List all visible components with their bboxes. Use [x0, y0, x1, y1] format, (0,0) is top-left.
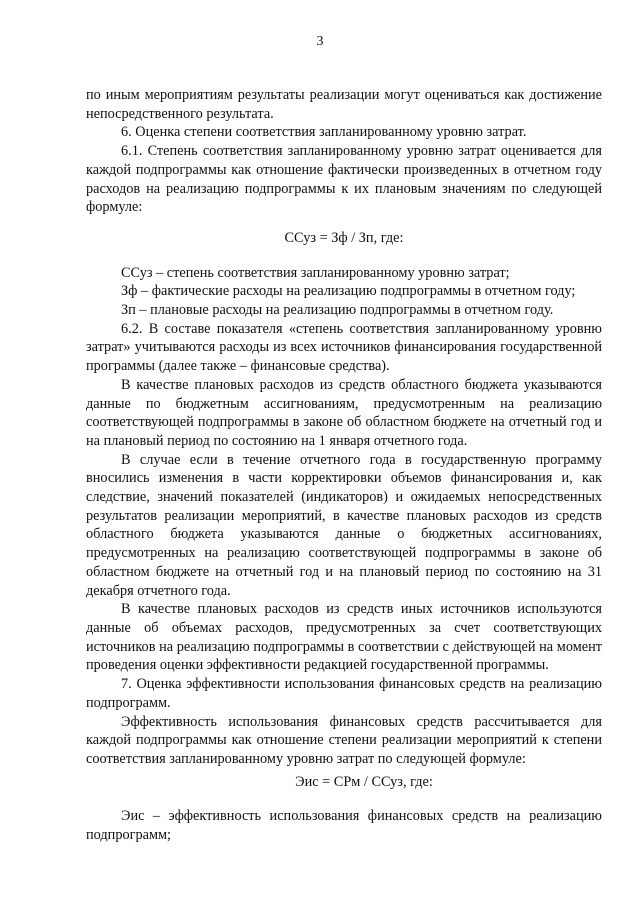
section-heading-7: 7. Оценка эффективности использования финансовых средств на реализацию подпрограмм.	[86, 676, 602, 711]
section-heading-6: 6. Оценка степени соответствия запланированному уровню затрат.	[121, 124, 527, 141]
paragraph: Эффективность использования финансовых средств рассчитывается для каждой подпрограммы как отношение степени реализации мероприятий к степени соответствия запланированному уровню затрат по следующей формуле:	[86, 713, 602, 767]
definition: ССуз – степень соответствия запланированному уровню затрат;	[121, 264, 510, 281]
document-body	[86, 86, 602, 845]
formula-eis: Эис = СРм / ССуз, где:	[295, 773, 433, 790]
paragraph: 6.1. Степень соответствия запланированному уровню затрат оценивается для каждой подпрограммы как отношение фактически произведенных в отчетном году расходов на реализацию подпрограммы к их плановым значениям по следующей формуле:	[86, 143, 602, 216]
paragraph: В случае если в течение отчетного года в государственную программу вносились изменения в части корректировки объемов финансирования и, как следствие, значений показателей (индикаторов) и ожидаемых непосредственных результатов реализации мероприятий, в качестве плановых расходов из средств областного бюджета указываются данные о бюджетных ассигнованиях, предусмотренных на реализацию соответствующей подпрограммы в законе об областном бюджете на отчетный год и на плановый период по состоянию на 31 декабря отчетного года.	[86, 451, 602, 599]
formula-ccuz: ССуз = Зф / Зп, где:	[284, 229, 404, 246]
paragraph: В качестве плановых расходов из средств областного бюджета указываются данные по бюджетным ассигнованиям, предусмотренным на реализацию соответствующей подпрограммы в законе об областном бюджете на отчетный год и на плановый период по состоянию на 1 января отчетного года.	[86, 376, 602, 449]
definition: Зф – фактические расходы на реализацию подпрограммы в отчетном году;	[121, 283, 576, 300]
paragraph: В качестве плановых расходов из средств иных источников используются данные об объемах расходов, предусмотренных за счет соответствующих источников на реализацию подпрограммы в соответствии с действующей на момент проведения оценки эффективности редакцией государственной программы.	[86, 601, 602, 674]
definition: Эис – эффективность использования финансовых средств на реализацию подпрограмм;	[86, 808, 602, 844]
paragraph: 6.2. В составе показателя «степень соответствия запланированному уровню затрат» учитываются расходы из всех источников финансирования государственной программы (далее также – финансовые средства).	[86, 320, 602, 375]
definition: Зп – плановые расходы на реализацию подпрограммы в отчетном году.	[121, 302, 554, 319]
page-number: 3	[316, 34, 324, 49]
paragraph: по иным мероприятиям результаты реализации могут оцениваться как достижение непосредственного результата.	[86, 87, 602, 122]
